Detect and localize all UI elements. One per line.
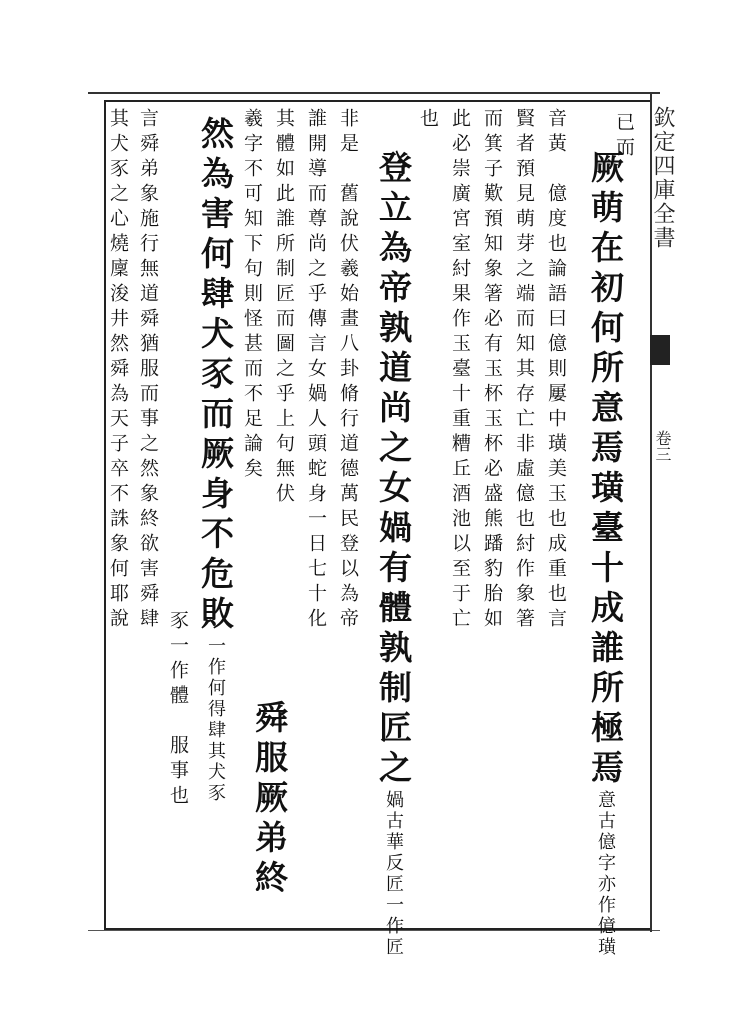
annotation: 一作何得肆其犬豕 bbox=[205, 636, 226, 804]
annotation: 媧古華反匠一作匠 bbox=[383, 790, 404, 958]
commentary-column: 其體如此誰所制匠而圖之乎上句無伏 bbox=[273, 108, 295, 508]
main-text-column: 舜服厥弟終 bbox=[250, 700, 289, 900]
commentary-column: 也 bbox=[417, 108, 439, 133]
annotation: 意古億字亦作億璜 bbox=[595, 790, 616, 958]
fishtail-mark bbox=[650, 335, 670, 365]
text-column: 已而 bbox=[613, 112, 635, 162]
main-text-column bbox=[374, 150, 412, 958]
top-rule bbox=[88, 92, 660, 94]
commentary-column: 此必崇廣宮室紂果作玉臺十重糟丘酒池以至于亡 bbox=[449, 108, 471, 633]
main-text: 然為害何肆犬豕而厥身不危敗 bbox=[196, 116, 235, 636]
main-text: 厥萌在初何所意焉璜臺十成誰所極焉 bbox=[586, 150, 625, 790]
main-text: 登立為帝孰道尚之女媧有體孰制匠之 bbox=[374, 150, 413, 790]
book-title: 欽定四庫全書 bbox=[650, 106, 675, 250]
commentary-column: 而箕子歎預知象箸必有玉杯玉杯必盛熊蹯豹胎如 bbox=[481, 108, 503, 633]
commentary-column: 音黃 億度也論語曰億則屢中璜美玉也成重也言 bbox=[545, 108, 567, 633]
main-text-column bbox=[196, 116, 234, 804]
commentary-column: 豕一作體 服事也 bbox=[167, 610, 189, 810]
commentary-column: 非是 舊說伏羲始畫八卦脩行道德萬民登以為帝 bbox=[337, 108, 359, 633]
main-text-column bbox=[586, 150, 624, 958]
commentary-column: 誰開導而尊尚之乎傳言女媧人頭蛇身一日七十化 bbox=[305, 108, 327, 633]
commentary-column: 其犬豕之心燒廩浚井然舜為天子卒不誅象何耶說 bbox=[107, 108, 129, 633]
commentary-column: 賢者預見萌芽之端而知其存亡非虛億也紂作象箸 bbox=[513, 108, 535, 633]
juan-number: 卷三 bbox=[653, 430, 672, 462]
commentary-column: 羲字不可知下句則怪甚而不足論矣 bbox=[241, 108, 263, 483]
commentary-column: 言舜弟象施行無道舜猶服而事之然象終欲害舜肆 bbox=[137, 108, 159, 633]
